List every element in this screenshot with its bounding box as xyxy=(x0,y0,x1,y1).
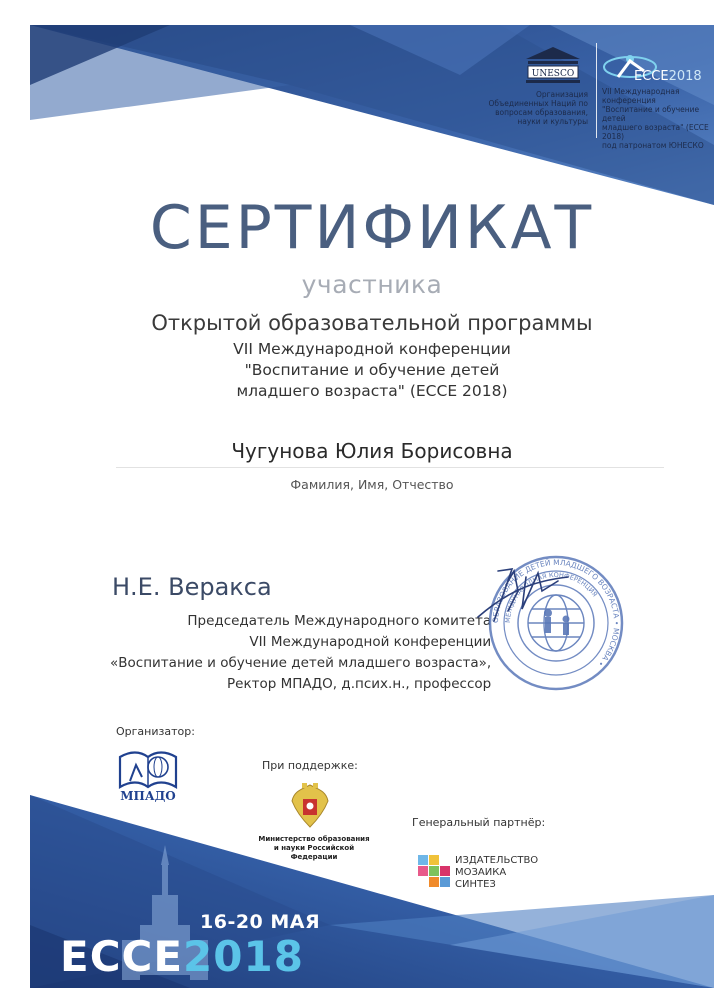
program-line: VII Международной конференции xyxy=(233,340,511,358)
support-label: При поддержке: xyxy=(262,759,358,772)
ecce-caption-line: "Воспитание и обучение детей xyxy=(602,105,700,123)
handwritten-signature xyxy=(448,551,578,631)
signer-line: Ректор МПАДО, д.псих.н., профессор xyxy=(227,676,492,692)
signer-line: «Воспитание и обучение детей младшего возраста», xyxy=(110,655,492,671)
ecce-footer-year: 2018 xyxy=(183,932,304,981)
ecce-caption-line: младшего возраста" (ECCE 2018) xyxy=(602,123,709,141)
stamp-inner-text: МЕЖДУНАРОДНАЯ КОНФЕРЕНЦИЯ xyxy=(503,570,599,624)
program-title: Открытой образовательной программы xyxy=(151,311,593,335)
ecce-footer-word: ECCE xyxy=(60,932,184,981)
mpado-name: МПАДО xyxy=(120,789,176,803)
partner-label: Генеральный партнёр: xyxy=(412,816,546,829)
svg-text:ECCE2018 xyxy=(634,69,702,84)
signer-line: Председатель Международного комитета xyxy=(187,613,492,629)
ecce-logo-word: ECCE xyxy=(634,69,669,84)
program-line: младшего возраста" (ECCE 2018) xyxy=(236,382,508,400)
partner-line: СИНТЕЗ xyxy=(455,879,496,890)
unesco-word: UNESCO xyxy=(531,69,575,79)
partner-line: МОЗАИКА xyxy=(455,867,507,878)
ministry-line: Министерство образования xyxy=(258,835,370,843)
unesco-caption-line: вопросам образования, xyxy=(495,108,588,117)
signer-title xyxy=(110,611,491,695)
program-description xyxy=(30,339,714,402)
ecce-globe-icon xyxy=(600,47,702,85)
certificate-sheet xyxy=(30,25,714,988)
partner-name xyxy=(455,855,538,891)
name-underline xyxy=(116,467,664,468)
ecce-caption-line: под патронатом ЮНЕСКО xyxy=(602,141,704,150)
ecce-caption xyxy=(602,87,714,150)
ministry-name xyxy=(254,835,374,862)
signer-line: VII Международной конференции xyxy=(249,634,492,650)
ecce-caption-line: VII Международная конференция xyxy=(602,87,680,105)
ministry-line: и науки Российской Федерации xyxy=(273,844,355,861)
stamp-outer-text: ОБРАЗОВАНИЕ ДЕТЕЙ МЛАДШЕГО ВОЗРАСТА • МОСКВА • xyxy=(490,557,622,669)
unesco-caption-line: Объединенных Наций по xyxy=(488,99,588,108)
unesco-caption-line: науки и культуры xyxy=(517,117,588,126)
certificate-subtitle: участника xyxy=(301,270,443,299)
name-caption: Фамилия, Имя, Отчество xyxy=(290,477,454,492)
ecce-logo-year: 2018 xyxy=(668,69,702,84)
ecce-footer-logo xyxy=(60,933,304,981)
mpado-logo-icon xyxy=(116,747,180,791)
partner-line: ИЗДАТЕЛЬСТВО xyxy=(455,855,539,866)
ecce-header-block xyxy=(568,47,714,150)
russian-emblem-icon xyxy=(288,781,332,831)
signer-name: Н.Е. Веракса xyxy=(112,573,272,601)
certificate-title: СЕРТИФИКАТ xyxy=(149,193,595,263)
mozaika-logo-icon xyxy=(418,855,450,891)
participant-name: Чугунова Юлия Борисовна xyxy=(231,439,513,463)
unesco-caption-line: Организация xyxy=(535,90,588,99)
program-line: "Воспитание и обучение детей xyxy=(244,361,500,379)
organizer-label: Организатор: xyxy=(116,725,195,738)
event-dates: 16-20 МАЯ xyxy=(200,911,321,933)
